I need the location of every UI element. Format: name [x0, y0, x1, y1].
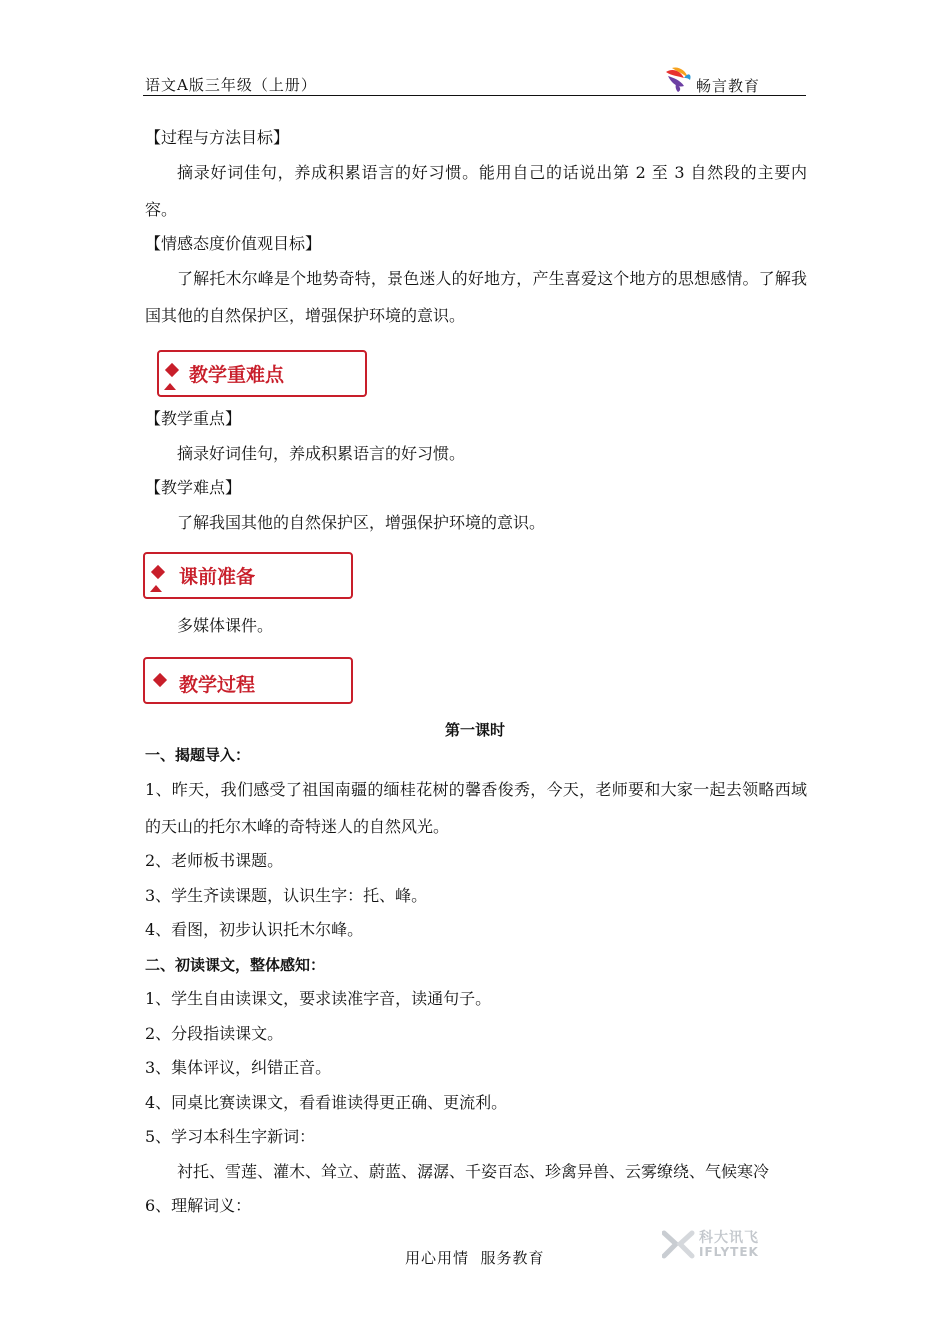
part1-item-1: 1、昨天，我们感受了祖国南疆的缅桂花树的馨香俊秀，今天，老师要和大家一起去领略西域的天山的托尔木峰的奇特迷人的自然风光。: [145, 780, 807, 836]
brand-name: 畅言教育: [696, 77, 761, 95]
diamond-bullet-icon: [153, 673, 167, 687]
triangle-marker-icon: [150, 585, 162, 592]
part1-item-3: 3、学生齐读课题，认识生字：托、峰。: [145, 886, 428, 905]
part2-item-5: 5、学习本科生字新词：: [145, 1127, 316, 1146]
iflytek-en: IFLYTEK: [699, 1245, 759, 1259]
prep-title: 课前准备: [179, 566, 256, 588]
difficulty-heading: 【教学难点】: [145, 478, 242, 497]
part2-item-4: 4、同桌比赛读课文，看看谁读得更正确、更流利。: [145, 1093, 508, 1112]
prep-section-box: [143, 552, 353, 599]
emotion-goal-text: 了解托木尔峰是个地势奇特，景色迷人的好地方，产生喜爱这个地方的思想感情。了解我国其他的自然保护区，增强保护环境的意识。: [145, 269, 807, 325]
process-goal-heading: 【过程与方法目标】: [145, 128, 290, 147]
emotion-goal-heading: 【情感态度价值观目标】: [145, 234, 322, 253]
iflytek-cn: 科大讯飞: [699, 1230, 759, 1246]
triangle-marker-icon: [164, 383, 176, 390]
diamond-bullet-icon: [165, 363, 179, 377]
process-title: 教学过程: [179, 674, 256, 696]
key-difficulty-title: 教学重难点: [189, 364, 285, 386]
key-difficulty-section-box: [157, 350, 367, 397]
part2-heading: 二、初读课文，整体感知：: [145, 956, 326, 974]
part1-heading: 一、揭题导入：: [145, 746, 251, 764]
lesson-title: 第一课时: [444, 721, 505, 739]
part2-words: 衬托、雪莲、灌木、耸立、蔚蓝、潺潺、千姿百态、珍禽异兽、云雾缭绕、气候寒冷: [177, 1162, 770, 1181]
diamond-bullet-icon: [151, 565, 165, 579]
iflytek-watermark: [662, 1227, 774, 1261]
part2-item-2: 2、分段指读课文。: [145, 1024, 284, 1043]
prep-text: 多媒体课件。: [177, 616, 274, 635]
key-heading: 【教学重点】: [145, 409, 242, 428]
footer-slogan: 用心用情 服务教育: [405, 1249, 545, 1267]
brand-logo-icon: [662, 66, 692, 92]
part2-item-1: 1、学生自由读课文，要求读准字音，读通句子。: [145, 989, 492, 1008]
iflytek-logo-icon: [662, 1229, 696, 1259]
header-title: 语文A版三年级（上册）: [145, 76, 317, 94]
part1-item-2: 2、老师板书课题。: [145, 851, 284, 870]
part1-item-4: 4、看图，初步认识托木尔峰。: [145, 920, 364, 939]
process-section-box: [143, 657, 353, 704]
process-goal-text: 摘录好词佳句，养成积累语言的好习惯。能用自己的话说出第 2 至 3 自然段的主要内容。: [145, 163, 807, 219]
key-text: 摘录好词佳句，养成积累语言的好习惯。: [177, 444, 466, 463]
difficulty-text: 了解我国其他的自然保护区，增强保护环境的意识。: [177, 513, 546, 532]
part2-item-3: 3、集体评议，纠错正音。: [145, 1058, 332, 1077]
part2-item-6: 6、理解词义：: [145, 1196, 252, 1215]
header-divider: [143, 95, 806, 96]
